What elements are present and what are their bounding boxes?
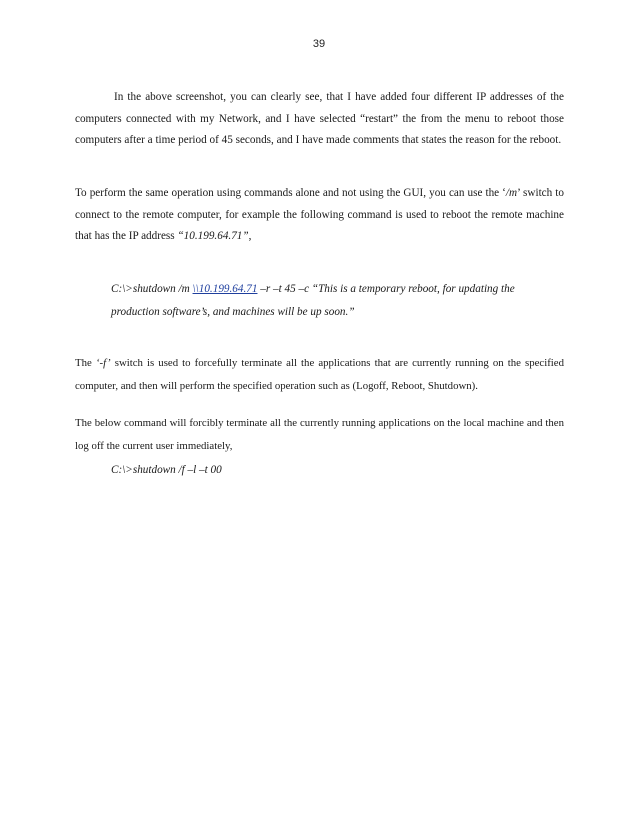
ip-link[interactable]: \\10.199.64.71	[192, 283, 258, 295]
command-remote-reboot	[111, 278, 551, 324]
page-number: 39	[312, 38, 326, 50]
switch-f: ‘-f’	[95, 357, 111, 369]
paragraph-remote-switch	[75, 183, 564, 248]
command-prefix: C:\>shutdown /m	[111, 283, 193, 295]
ip-address: “10.199.64.71”	[177, 230, 249, 242]
paragraph-force-command-intro: The below command will forcibly terminate all the currently running applications on the local machine and then log off the current user immediately,	[75, 417, 564, 452]
paragraph-text: To perform the same operation using commands alone and not using the GUI, you can use the ‘	[75, 187, 506, 199]
command-force-logoff: C:\>shutdown /f –l –t 00	[111, 464, 222, 476]
paragraph-text: switch is used to forcefully terminate all the applications that are currently running on the specified computer, and then will perform the specified operation such as (Logoff, Reboot, Shutdown).	[75, 357, 564, 392]
paragraph-screenshot-description: In the above screenshot, you can clearly see, that I have added four different IP addresses of the computers connected with my Network, and I have selected “restart” the from the menu to reboot those computers after a time period of 45 seconds, and I have made comments that states the reason for the reboot.	[75, 91, 564, 146]
command-suffix: –r –t 45 –c “This is a temporary reboot, for updating the production software’s, and machines will be up soon.”	[111, 283, 515, 318]
paragraph-text: The	[75, 357, 96, 369]
paragraph-text: ,	[248, 230, 252, 242]
paragraph-text: ’ switch to connect to the remote computer, for example the following command is used to reboot the remote machine that has the IP address	[75, 187, 564, 242]
switch-m: /m	[505, 187, 518, 199]
paragraph-force-switch	[75, 352, 564, 398]
